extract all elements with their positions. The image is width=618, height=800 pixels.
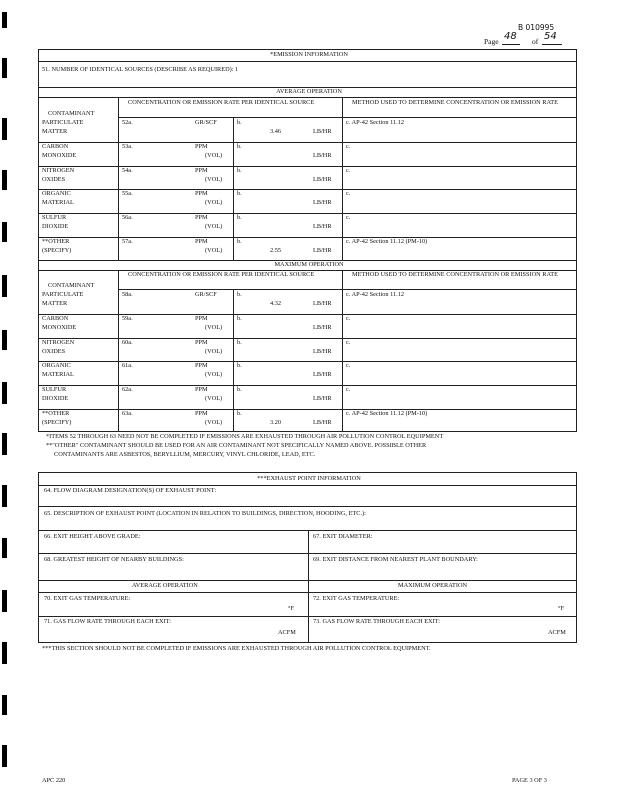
page-number: 48: [504, 31, 517, 42]
emission-rate-unit: LB/HR: [313, 347, 332, 355]
method-field[interactable]: c.: [346, 166, 351, 174]
contaminant-name-line2: MATTER: [42, 128, 68, 135]
contaminant-name-line2: MATERIAL: [42, 371, 74, 379]
avg-col-contaminant: CONTAMINANT: [48, 110, 95, 117]
contaminant-name-line2: DIOXIDE: [42, 223, 69, 231]
binder-mark: [2, 12, 7, 28]
concentration-unit-line2: (VOL): [205, 223, 223, 231]
item-code: 57a.: [122, 238, 133, 245]
concentration-unit-line2: (VOL): [205, 323, 223, 331]
binder-mark: [2, 382, 7, 404]
q71-gas-flow-field[interactable]: 71. GAS FLOW RATE THROUGH EACH EXIT:: [44, 618, 171, 625]
concentration-unit: PPM: [195, 386, 208, 394]
item-code: 52a.: [122, 119, 133, 126]
note-other-contaminant: **"OTHER" CONTAMINANT SHOULD BE USED FOR AN AIR CONTAMINANT NOT SPECIFICALLY NAMED ABOVE. POSSIBLE OTHER: [46, 442, 427, 449]
method-field[interactable]: c. AP-42 Section 11.12: [346, 119, 405, 126]
rate-label: b.: [237, 166, 242, 174]
document-id: B 010995: [518, 23, 555, 32]
concentration-unit-line2: (VOL): [205, 199, 223, 207]
q70-gas-temp-field[interactable]: 70. EXIT GAS TEMPERATURE:: [44, 595, 131, 602]
exhaust-max-title: MAXIMUM OPERATION: [398, 582, 468, 589]
rate-label: b.: [237, 410, 242, 417]
avg-col-method: METHOD USED TO DETERMINE CONCENTRATION OR EMISSION RATE: [352, 99, 558, 106]
contaminant-name: CARBON: [42, 314, 69, 322]
item-code: 63a.: [122, 410, 133, 417]
rate-label: b.: [237, 338, 242, 346]
contaminant-name-line2: MONOXIDE: [42, 151, 77, 159]
concentration-unit: PPM: [195, 338, 208, 346]
q51-label: 51. NUMBER OF IDENTICAL SOURCES (DESCRIBE AS REQUIRED): 1: [42, 66, 239, 73]
emission-rate-unit: LB/HR: [313, 223, 332, 231]
concentration-unit: PPM: [195, 362, 208, 370]
method-field[interactable]: c.: [346, 386, 351, 394]
emission-rate-unit: LB/HR: [313, 395, 332, 403]
binder-mark: [2, 330, 7, 350]
emission-rate-unit: LB/HR: [313, 151, 332, 159]
rate-label: b.: [237, 362, 242, 370]
binder-mark: [2, 222, 7, 242]
contaminant-name-line2: (SPECIFY): [42, 419, 72, 426]
emission-rate-unit: LB/HR: [313, 419, 332, 426]
emission-rate-unit: LB/HR: [313, 175, 332, 183]
note-items-52-63: *ITEMS 52 THROUGH 63 NEED NOT BE COMPLETED IF EMISSIONS ARE EXHAUSTED THROUGH AIR POLLUTION CONTROL EQUIPMENT: [46, 433, 444, 440]
emission-rate-value[interactable]: 3.20: [270, 419, 282, 426]
emission-rate-value[interactable]: 2.55: [270, 247, 282, 254]
max-operation-title: MAXIMUM OPERATION: [274, 261, 344, 268]
concentration-unit: PPM: [195, 238, 208, 245]
emission-rate-unit: LB/HR: [313, 323, 332, 331]
item-code: 60a.: [122, 338, 133, 346]
of-label: of: [532, 37, 539, 46]
emission-title: *EMISSION INFORMATION: [270, 51, 348, 58]
emission-rate-unit: LB/HR: [313, 247, 332, 254]
page-footer: PAGE 3 OF 3: [512, 777, 547, 784]
concentration-unit: GR/SCF: [195, 119, 217, 126]
item-code: 54a.: [122, 166, 133, 174]
contaminant-name: SULFUR: [42, 386, 67, 394]
max-col-method: METHOD USED TO DETERMINE CONCENTRATION OR EMISSION RATE: [352, 271, 558, 278]
concentration-unit-line2: (VOL): [205, 247, 223, 254]
q69-boundary-distance-field[interactable]: 69. EXIT DISTANCE FROM NEAREST PLANT BOUNDARY:: [313, 556, 478, 563]
binder-mark: [2, 485, 7, 507]
q66-exit-height-field[interactable]: 66. EXIT HEIGHT ABOVE GRADE:: [44, 533, 141, 540]
concentration-unit: PPM: [195, 142, 208, 150]
q72-unit: °F: [558, 605, 565, 612]
concentration-unit: PPM: [195, 190, 208, 198]
contaminant-name: CARBON: [42, 142, 69, 150]
exhaust-avg-title: AVERAGE OPERATION: [132, 582, 198, 589]
contaminant-name: NITROGEN: [42, 166, 75, 174]
max-col-contaminant: CONTAMINANT: [48, 282, 95, 289]
page-total: 54: [544, 31, 557, 42]
contaminant-name-line2: (SPECIFY): [42, 247, 72, 254]
avg-col-concentration: CONCENTRATION OR EMISSION RATE PER IDENTICAL SOURCE: [128, 99, 315, 106]
concentration-unit-line2: (VOL): [205, 151, 223, 159]
rate-label: b.: [237, 238, 242, 245]
concentration-unit: PPM: [195, 410, 208, 417]
rate-label: b.: [237, 291, 242, 298]
item-code: 61a.: [122, 362, 133, 370]
binder-mark: [2, 118, 7, 140]
q71-unit: ACFM: [278, 629, 296, 636]
contaminant-name: **OTHER: [42, 238, 70, 245]
q65-exhaust-description-field[interactable]: 65. DESCRIPTION OF EXHAUST POINT (LOCATION IN RELATION TO BUILDINGS, DIRECTION, HOODING, ETC.):: [44, 510, 366, 517]
q70-unit: °F: [288, 605, 295, 612]
concentration-unit-line2: (VOL): [205, 395, 223, 403]
emission-rate-unit: LB/HR: [313, 300, 332, 307]
concentration-unit-line2: (VOL): [205, 175, 223, 183]
rate-label: b.: [237, 214, 242, 222]
contaminant-name: SULFUR: [42, 214, 67, 222]
item-code: 55a.: [122, 190, 133, 198]
page-label: Page: [484, 37, 499, 46]
method-field[interactable]: c.: [346, 314, 351, 322]
max-col-concentration: CONCENTRATION OR EMISSION RATE PER IDENTICAL SOURCE: [128, 271, 315, 278]
contaminant-name: ORGANIC: [42, 362, 71, 370]
rate-label: b.: [237, 142, 242, 150]
binder-mark: [2, 275, 7, 297]
binder-mark: [2, 58, 7, 78]
method-field[interactable]: c. AP-42 Section 11.12: [346, 291, 405, 298]
contaminant-name-line2: OXIDES: [42, 347, 66, 355]
binder-mark: [2, 590, 7, 612]
binder-mark: [2, 642, 7, 664]
contaminant-name-line2: MATTER: [42, 300, 68, 307]
method-field[interactable]: c.: [346, 142, 351, 150]
method-field[interactable]: c. AP-42 Section 11.12 (PM-10): [346, 410, 428, 417]
emission-rate-value[interactable]: 4.32: [270, 300, 282, 307]
item-code: 62a.: [122, 386, 133, 394]
rate-label: b.: [237, 119, 242, 126]
contaminant-name: **OTHER: [42, 410, 70, 417]
item-code: 56a.: [122, 214, 133, 222]
emission-rate-unit: LB/HR: [313, 371, 332, 379]
emission-rate-unit: LB/HR: [313, 128, 332, 135]
concentration-unit: PPM: [195, 214, 208, 222]
contaminant-name: PARTICULATE: [42, 119, 84, 126]
item-code: 58a.: [122, 291, 133, 298]
contaminant-name: NITROGEN: [42, 338, 75, 346]
contaminant-name-line2: MONOXIDE: [42, 323, 77, 331]
concentration-unit-line2: (VOL): [205, 347, 223, 355]
binder-mark: [2, 433, 7, 455]
exhaust-note: ***THIS SECTION SHOULD NOT BE COMPLETED IF EMISSIONS ARE EXHAUSTED THROUGH AIR POLLUTION CONTROL EQUIPMENT.: [42, 645, 431, 652]
contaminant-name-line2: DIOXIDE: [42, 395, 69, 403]
binder-mark: [2, 170, 7, 190]
q73-unit: ACFM: [548, 629, 566, 636]
q72-gas-temp-field[interactable]: 72. EXIT GAS TEMPERATURE:: [313, 595, 400, 602]
binder-mark: [2, 745, 7, 767]
rate-label: b.: [237, 386, 242, 394]
concentration-unit: PPM: [195, 166, 208, 174]
q67-exit-diameter-field[interactable]: 67. EXIT DIAMETER:: [313, 533, 373, 540]
avg-operation-title: AVERAGE OPERATION: [276, 88, 342, 95]
rate-label: b.: [237, 190, 242, 198]
note-other-examples: CONTAMINANTS ARE ASBESTOS, BERYLLIUM, MERCURY, VINYL CHLORIDE, LEAD, ETC.: [54, 451, 316, 458]
method-field[interactable]: c. AP-42 Section 11.12 (PM-10): [346, 238, 428, 245]
item-code: 59a.: [122, 314, 133, 322]
contaminant-name-line2: MATERIAL: [42, 199, 74, 207]
method-field[interactable]: c.: [346, 362, 351, 370]
form-id: APC 220: [42, 777, 66, 784]
method-field[interactable]: c.: [346, 214, 351, 222]
emission-rate-value[interactable]: 3.46: [270, 128, 282, 135]
concentration-unit-line2: (VOL): [205, 419, 223, 426]
item-code: 53a.: [122, 142, 133, 150]
binder-mark: [2, 538, 7, 558]
method-field[interactable]: c.: [346, 190, 351, 198]
q68-building-height-field[interactable]: 68. GREATEST HEIGHT OF NEARBY BUILDINGS:: [44, 556, 184, 563]
contaminant-name-line2: OXIDES: [42, 175, 66, 183]
binder-mark: [2, 695, 7, 715]
emission-rate-unit: LB/HR: [313, 199, 332, 207]
q64-flow-diagram-field[interactable]: 64. FLOW DIAGRAM DESIGNATION(S) OF EXHAUST POINT:: [44, 487, 217, 494]
contaminant-name: ORGANIC: [42, 190, 71, 198]
concentration-unit-line2: (VOL): [205, 371, 223, 379]
method-field[interactable]: c.: [346, 338, 351, 346]
rate-label: b.: [237, 314, 242, 322]
contaminant-name: PARTICULATE: [42, 291, 84, 298]
concentration-unit: GR/SCF: [195, 291, 217, 298]
q73-gas-flow-field[interactable]: 73. GAS FLOW RATE THROUGH EACH EXIT:: [313, 618, 440, 625]
exhaust-title: ***EXHAUST POINT INFORMATION: [257, 475, 361, 482]
concentration-unit: PPM: [195, 314, 208, 322]
